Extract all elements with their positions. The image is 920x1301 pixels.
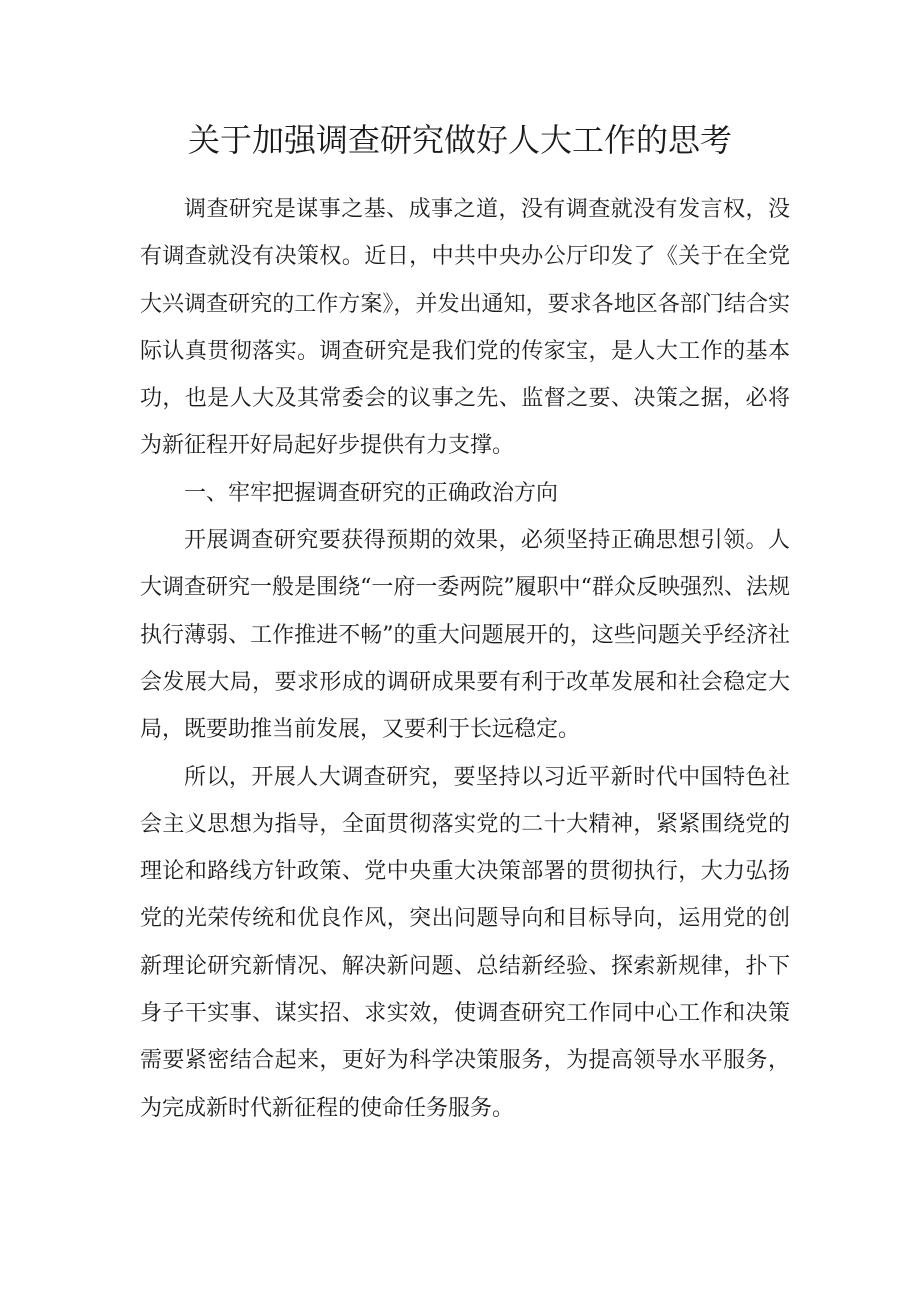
section-heading-1: 一、牢牢把握调查研究的正确政治方向: [184, 480, 559, 506]
document-body: [140, 186, 790, 1132]
paragraph-intro: 调查研究是谋事之基、成事之道，没有调查就没有发言权，没有调查就没有决策权。近日，中共中央办公厅印发了《关于在全党大兴调查研究的工作方案》，并发出通知，要求各地区各部门结合实际认真贯彻落实。调查研究是我们党的传家宝，是人大工作的基本功，也是人大及其常委会的议事之先、监督之要、决策之据，必将为新征程开好局起好步提供有力支撑。: [140, 197, 790, 459]
paragraph-therefore: 所以，开展人大调查研究，要坚持以习近平新时代中国特色社会主义思想为指导，全面贯彻落实党的二十大精神，紧紧围绕党的理论和路线方针政策、党中央重大决策部署的贯彻执行，大力弘扬党的光荣传统和优良作风，突出问题导向和目标导向，运用党的创新理论研究新情况、解决新问题、总结新经验、探索新规律，扑下身子干实事、谋实招、求实效，使调查研究工作同中心工作和决策需要紧密结合起来，更好为科学决策服务，为提高领导水平服务，为完成新时代新征程的使命任务服务。: [140, 764, 790, 1121]
paragraph-direction: 开展调查研究要获得预期的效果，必须坚持正确思想引领。人大调查研究一般是围绕“一府一委两院”履职中“群众反映强烈、法规执行薄弱、工作推进不畅”的重大问题展开的，这些问题关乎经济社会发展大局，要求形成的调研成果要有利于改革发展和社会稳定大局，既要助推当前发展，又要利于长远稳定。: [140, 528, 790, 743]
document-title: 关于加强调查研究做好人大工作的思考: [187, 121, 732, 159]
